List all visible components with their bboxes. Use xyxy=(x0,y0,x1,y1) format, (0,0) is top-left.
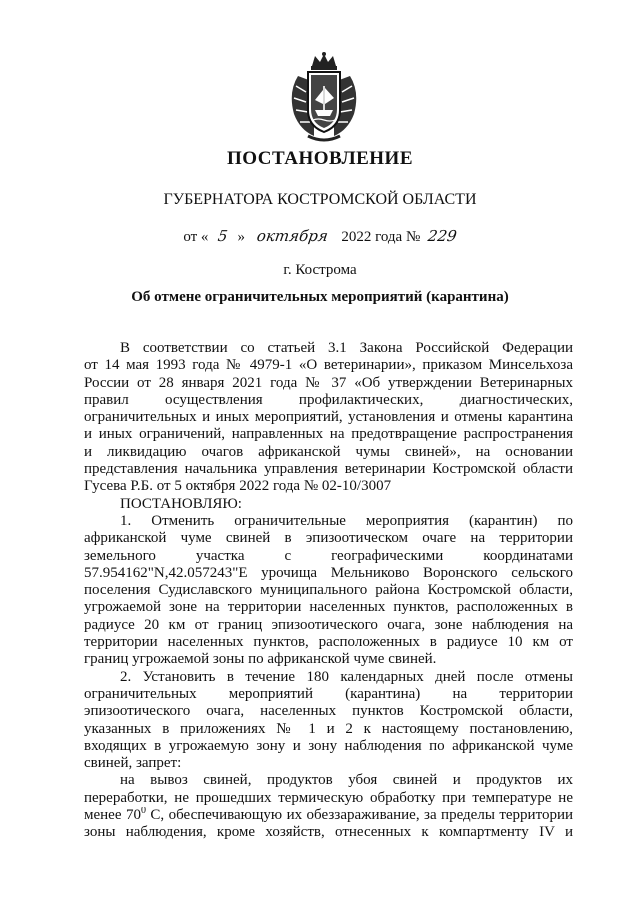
document-number-handwritten: 229 xyxy=(426,227,458,245)
paragraph-line: переработки, не прошедших термическую обработку при температуре не xyxy=(84,789,573,806)
item-line: радиусе 20 км от границ эпизоотического очага, зоне наблюдения на xyxy=(84,616,573,633)
paragraph-text: С, обеспечивающую их обеззараживание, за пределы территории xyxy=(145,807,573,824)
item-line: входящих в угрожаемую зону и зону наблюдения по африканской чуме xyxy=(84,737,573,754)
paragraph-line: от 14 мая 1993 года № 4979-1 «О ветеринарии», приказом Минсельхоза xyxy=(84,357,573,374)
item-line: указанных в приложениях № 1 и 2 к настоящему постановлению, xyxy=(84,720,573,737)
paragraph-line: ограничительных и иных мероприятий, установления и отмены карантина xyxy=(84,409,573,426)
date-year: 2022 года № xyxy=(341,229,421,245)
item-line: 2. Установить в течение 180 календарных дней после отмены xyxy=(120,668,573,685)
item-line: земельного участка с географическими координатами xyxy=(84,547,573,564)
document-heading: Об отмене ограничительных мероприятий (карантина) xyxy=(131,289,509,305)
document-body xyxy=(84,340,573,842)
item-line: территории населенных пунктов, расположенных в радиусе 10 км от xyxy=(84,634,573,651)
paragraph-line: на вывоз свиней, продуктов убоя свиней и продуктов их xyxy=(120,772,573,789)
city-line: г. Кострома xyxy=(283,262,357,278)
document-title: ПОСТАНОВЛЕНИЕ xyxy=(226,148,414,169)
paragraph-line: В соответствии со статьей 3.1 Закона Российской Федерации xyxy=(120,340,573,356)
coat-of-arms-emblem xyxy=(284,52,364,144)
item-line: ограничительных мероприятий (карантина) на территории xyxy=(84,685,573,702)
date-month-handwritten: октября xyxy=(255,227,329,245)
item-line: 57.954162"N,42.057243"E урочища Мельниково Воронского сельского xyxy=(84,564,573,581)
item-line: поселения Судиславского муниципального района Костромской области, xyxy=(84,582,573,599)
item-line: границ угрожаемой зоны по африканской чуме свиней. xyxy=(84,651,437,668)
temperature-text: менее 70 xyxy=(84,807,141,824)
date-day-handwritten: 5 xyxy=(216,227,229,245)
item-line: угрожаемой зоне на территории населенных пунктов, расположенных в xyxy=(84,599,573,616)
postanovlyayu-label: ПОСТАНОВЛЯЮ: xyxy=(120,495,242,512)
item-line: африканской чуме свиней в эпизоотическом очаге на территории xyxy=(84,530,573,547)
date-line xyxy=(0,227,640,246)
paragraph-line: Гусева Р.Б. от 5 октября 2022 года № 02-10/3007 xyxy=(84,478,392,495)
paragraph-line: правил осуществления профилактических, диагностических, xyxy=(84,391,573,408)
paragraph-line xyxy=(84,807,573,824)
item-line: свиней, запрет: xyxy=(84,755,182,772)
date-prefix: от « xyxy=(183,229,209,245)
paragraph-line: зоны наблюдения, кроме хозяйств, отнесенных к компартменту IV и xyxy=(84,824,573,841)
paragraph-line: и иных ограничений, направленных на предотвращение распространения xyxy=(84,426,573,443)
date-mid: » xyxy=(237,229,245,245)
item-line: эпизоотического очага, населенных пунктов Костромской области, xyxy=(84,703,573,720)
paragraph-line: и ликвидацию очагов африканской чумы свиней», на основании xyxy=(84,443,573,460)
paragraph-line: представления начальника управления ветеринарии Костромской области xyxy=(84,461,573,478)
degree-superscript: 0 xyxy=(140,807,146,817)
document-subtitle: ГУБЕРНАТОРА КОСТРОМСКОЙ ОБЛАСТИ xyxy=(163,191,477,208)
item-line: 1. Отменить ограничительные мероприятия (карантин) по xyxy=(120,512,573,529)
paragraph-line: России от 28 января 2021 года № 37 «Об утверждении Ветеринарных xyxy=(84,374,573,391)
